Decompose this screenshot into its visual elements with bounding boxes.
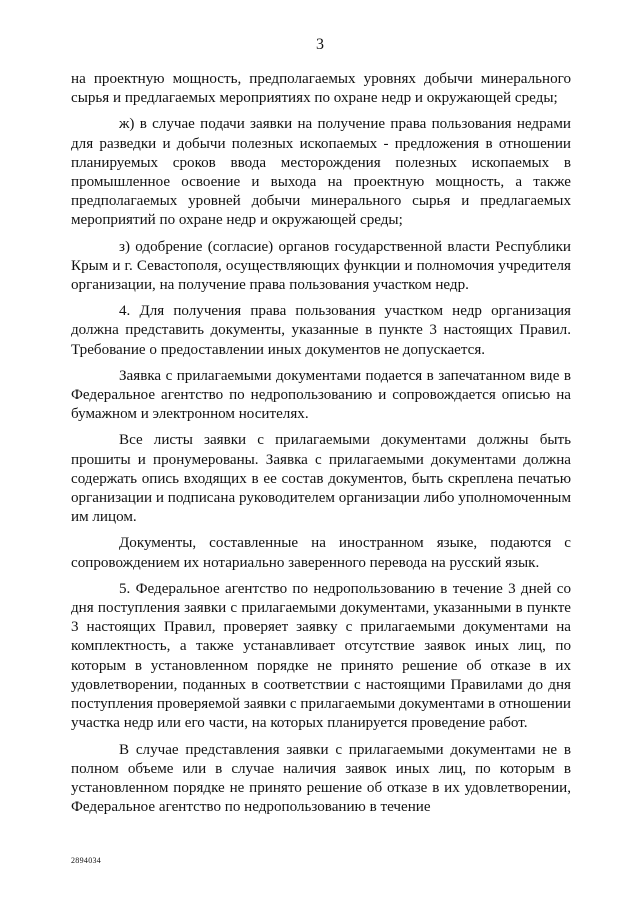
- paragraph-incomplete-application: В случае представления заявки с прилагаемыми документами не в полном объеме или в случае наличия заявок иных лиц, по которым в установленном порядке не принято решение об отказе в их удовлетворении, Федеральное агентство по недропользованию в течение: [71, 741, 571, 816]
- document-body: [71, 70, 571, 817]
- paragraph-continuation: на проектную мощность, предполагаемых уровнях добычи минерального сырья и предлагаемых мероприятиях по охране недр и окружающей среды;: [71, 71, 571, 107]
- paragraph-item-zh: ж) в случае подачи заявки на получение права пользования недрами для разведки и добычи полезных ископаемых - предложения в отношении планируемых сроков ввода месторождения полезных ископаемых в промышленное освоение и выхода на проектную мощность, а также предполагаемых уровней добычи минерального сырья и предлагаемых мероприятий по охране недр и окружающей среды;: [71, 116, 571, 229]
- page-number: 3: [316, 36, 324, 53]
- paragraph-foreign-language: Документы, составленные на иностранном языке, подаются с сопровождением их нотариально заверенного перевода на русский язык.: [71, 535, 571, 571]
- document-code: 2894034: [71, 856, 102, 865]
- paragraph-sealed-application: Заявка с прилагаемыми документами подается в запечатанном виде в Федеральное агентство по недропользованию и сопровождается описью на бумажном и электронном носителях.: [71, 367, 571, 423]
- paragraph-clause-4: 4. Для получения права пользования участком недр организация должна представить документы, указанные в пункте 3 настоящих Правил. Требование о предоставлении иных документов не допускается.: [71, 303, 571, 358]
- paragraph-sheets-stitched: Все листы заявки с прилагаемыми документами должны быть прошиты и пронумерованы. Заявка с прилагаемыми документами должна содержать опись входящих в ее состав документов, быть скреплена печатью организации и подписана руководителем организации либо уполномоченным им лицом.: [71, 432, 571, 526]
- paragraph-clause-5: 5. Федеральное агентство по недропользованию в течение 3 дней со дня поступления заявки с прилагаемыми документами, указанными в пункте 3 настоящих Правил, проверяет заявку с прилагаемыми документами на комплектность, а также устанавливает отсутствие заявок иных лиц, по которым в установленном порядке не принято решение об отказе в их удовлетворении, поданных в соответствии с настоящими Правилами до дня поступления проверяемой заявки с прилагаемыми документами в отношении участка недр или его части, на которых планируется проведение работ.: [71, 580, 571, 732]
- paragraph-item-z: з) одобрение (согласие) органов государственной власти Республики Крым и г. Севастополя, осуществляющих функции и полномочия учредителя организации, на получение права пользования участком недр.: [71, 238, 571, 294]
